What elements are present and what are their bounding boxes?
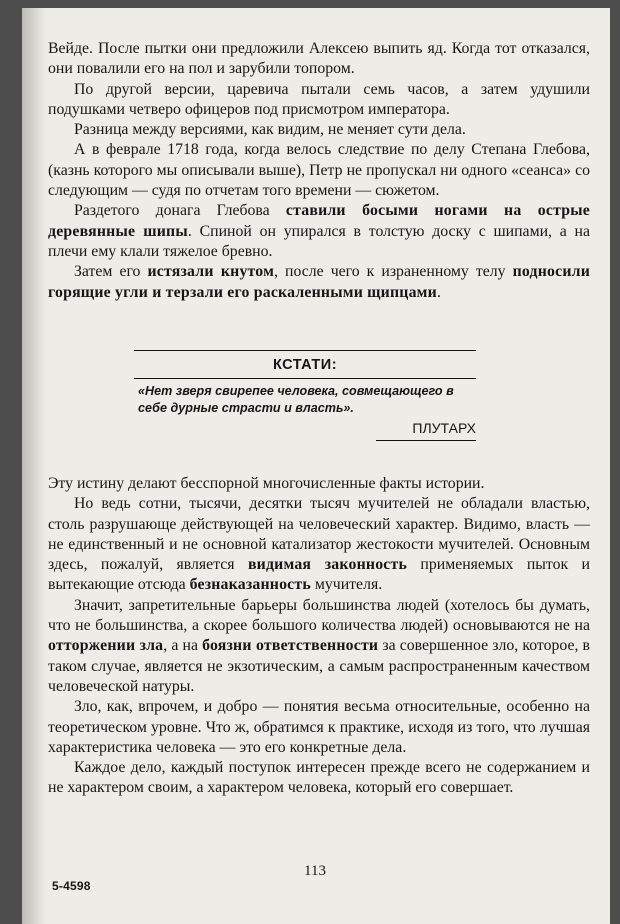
paragraph-8-text-e: мучителя. [310,576,383,594]
paragraph-4 [48,140,590,201]
page-spine-shadow [22,8,46,924]
paragraph-3-text: Разница между версиями, как видим, не меняет сути дела. [74,121,466,139]
page-number: 113 [304,863,326,879]
paragraph-5-text-a: Раздетого донага Глебова [74,202,286,220]
paragraph-8-bold-2: безнаказанность [189,576,311,594]
paragraph-7-text: Эту истину делают бесспорной многочисленные факты истории. [48,475,485,492]
box-quote: «Нет зверя свирепее человека, совмещающего в себе дурные страсти и власть». [138,384,454,415]
paragraph-6-bold-2: подносили горящие угли и терзали его раскаленными щипцами [48,263,590,301]
paragraph-11-text: Каждое дело, каждый поступок интересен прежде всего не содержанием и не характером своим, а характером человека, который его совершает. [48,759,590,797]
paragraph-5-bold: ставили босыми ногами на острые деревянные шипы [48,202,590,240]
sidebar-quote-box [134,350,476,441]
box-middle-rule [134,378,476,379]
paragraph-8 [48,494,590,595]
paragraph-1-text: Вейде. После пытки они предложили Алексею выпить яд. Когда тот отказался, они повалили его на пол и зарубили топором. [48,40,590,78]
paragraph-9 [48,596,590,697]
paragraph-6-text-c: , после чего к израненному телу [274,263,513,281]
paragraph-9-text-e: за совершенное зло, которое, в таком случае, является не экзотическим, а самым распространенным качеством человеческой натуры. [48,637,591,695]
paragraph-11 [48,758,590,799]
text-block-bottom [48,474,590,799]
paragraph-2 [48,80,590,121]
paragraph-3 [48,120,590,140]
paragraph-8-text-a: Но ведь сотни, тысячи, десятки тысяч мучителей не обладали властью, столь разрушающе действующей на человеческий характер. Видимо, власть — не единственный и не основной катализатор жестокости мучителей. Основным здесь, пожалуй, является [48,495,590,574]
paragraph-9-bold-2: боязни ответственности [202,637,379,655]
box-title: КСТАТИ: [272,357,338,373]
paragraph-6 [48,262,590,303]
paragraph-5-text-c: . Спиной он упирался в толстую доску с шипами, а на плечи ему клали тяжелое бревно. [48,222,590,260]
paragraph-5 [48,201,590,262]
box-top-rule [134,350,476,351]
paragraph-6-bold-1: истязали кнутом [147,263,275,281]
paragraph-2-text: По другой версии, царевича пытали семь часов, а затем удушили подушками четверо офицеров под присмотром императора. [48,80,590,118]
paragraph-4-text: А в феврале 1718 года, когда велось следствие по делу Степана Глебова, (казнь которого мы описывали выше), Петр не пропускал ни одного «сеанса» со следующим — судя по отчетам того времени — сюжетом. [48,141,590,200]
paragraph-10-text: Зло, как, впрочем, и добро — понятия весьма относительные, особенно на теоретическом уровне. Что ж, обратимся к практике, исходя из того, что лучшая характеристика человека — это его конкретные дела. [48,698,590,756]
paragraph-8-text-c: применяемых пыток и вытекающие отсюда [48,556,590,594]
paragraph-8-bold-1: видимая законность [247,556,408,574]
paragraph-9-text-a: Значит, запретительные барьеры большинства людей (хотелось бы думать, что не большинства, а скорее большого количества людей) основываются не на [48,596,590,635]
paragraph-1 [48,39,590,80]
paragraph-9-bold-1: отторжении зла [48,637,164,655]
paragraph-10 [48,697,590,758]
paragraph-6-text-a: Затем его [74,263,148,281]
paragraph-9-text-c: , а на [163,637,203,655]
paragraph-6-text-e: . [436,283,441,301]
text-block-top [48,39,590,303]
book-page [22,8,610,924]
printer-signature: 5-4598 [52,879,91,893]
paragraph-7 [48,474,590,494]
box-author: ПЛУТАРХ [376,419,476,441]
